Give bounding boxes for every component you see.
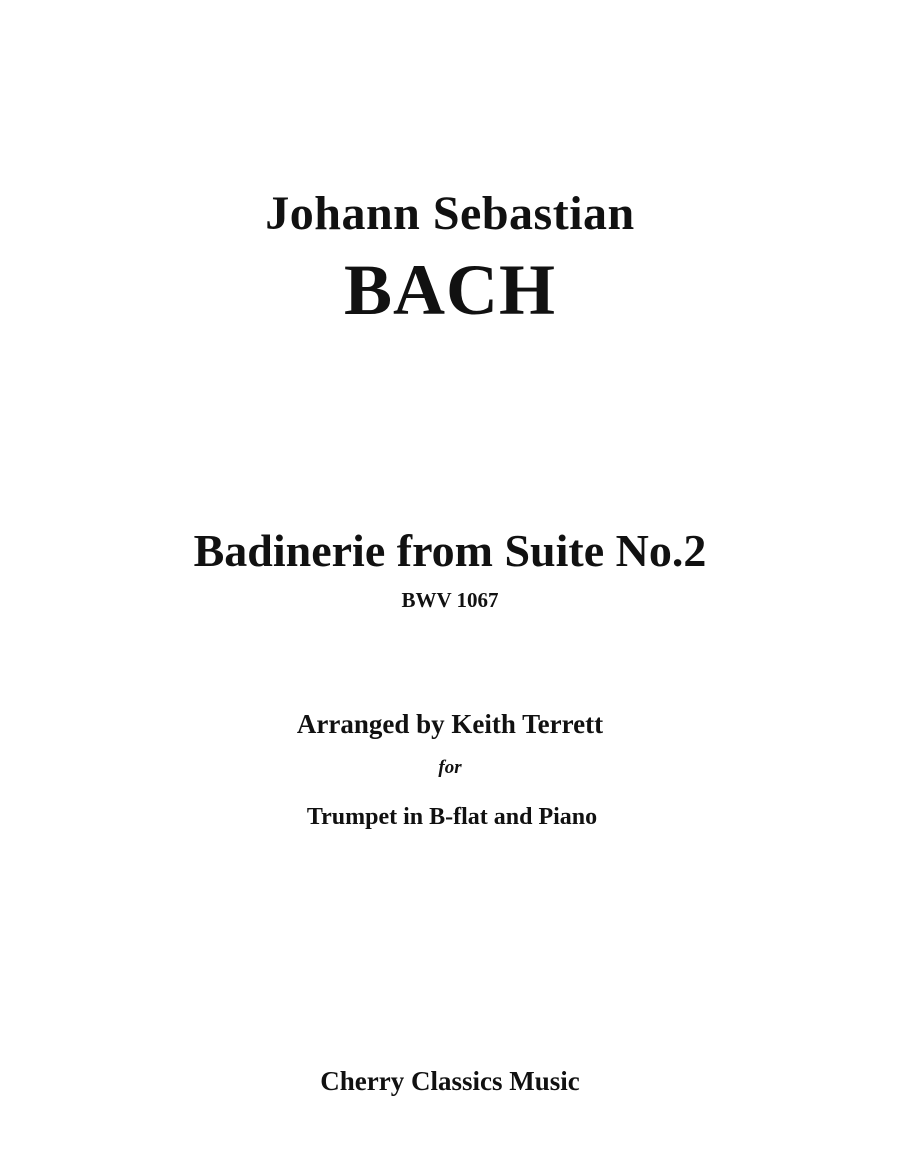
instrumentation: Trumpet in B-flat and Piano — [306, 804, 598, 830]
work-title: Badinerie from Suite No.2 — [193, 525, 707, 576]
composer-first-names: Johann Sebastian — [265, 187, 635, 240]
composer-surname: BACH — [343, 250, 557, 330]
for-label: for — [438, 757, 462, 778]
publisher-name: Cherry Classics Music — [320, 1066, 580, 1096]
arranger-credit: Arranged by Keith Terrett — [296, 709, 604, 739]
catalog-number: BWV 1067 — [401, 588, 499, 612]
